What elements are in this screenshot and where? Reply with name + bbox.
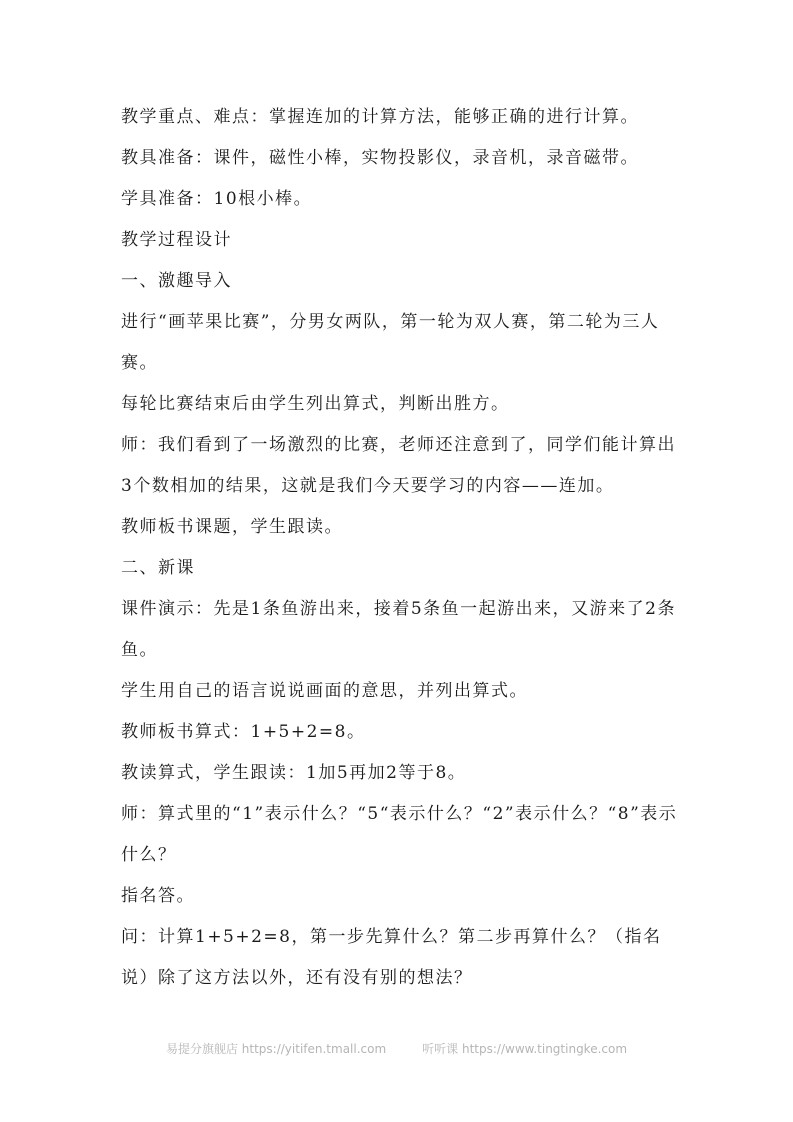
footer-link-tingtingke[interactable]: 听听课 https://www.tingtingke.com xyxy=(422,1042,628,1056)
paragraph-teacher-intro: 师：我们看到了一场激烈的比赛，老师还注意到了，同学们能计算出3个数相加的结果，这就是我们今天要学习的内容——连加。 xyxy=(121,435,676,496)
paragraph-teacher-question: 师：算式里的“1”表示什么？“5“表示什么？“2”表示什么？“8”表示什么？ xyxy=(121,804,678,865)
section-heading-new-lesson: 二、新课 xyxy=(121,558,195,578)
paragraph-read-formula: 教读算式，学生跟读：1加5再加2等于8。 xyxy=(121,763,467,783)
page-footer xyxy=(0,1040,793,1057)
paragraph-question-steps: 问：计算1+5+2=8，第一步先算什么？第二步再算什么？（指名说）除了这方法以外，还有没有别的想法？ xyxy=(121,927,662,988)
paragraph-own-words: 学生用自己的语言说说画面的意思，并列出算式。 xyxy=(121,681,528,701)
paragraph-key-points: 教学重点、难点：掌握连加的计算方法，能够正确的进行计算。 xyxy=(121,107,639,127)
paragraph-board-title: 教师板书课题，学生跟读。 xyxy=(121,517,343,537)
paragraph-board-formula: 教师板书算式：1+5+2=8。 xyxy=(121,722,366,742)
section-heading-intro: 一、激趣导入 xyxy=(121,271,232,291)
section-heading-process: 教学过程设计 xyxy=(121,230,232,250)
paragraph-courseware: 课件演示：先是1条鱼游出来，接着5条鱼一起游出来，又游来了2条鱼。 xyxy=(121,599,676,660)
footer-link-yitifen[interactable]: 易提分旗舰店 https://yitifen.tmall.com xyxy=(165,1042,387,1056)
paragraph-competition: 进行“画苹果比赛”，分男女两队，第一轮为双人赛，第二轮为三人赛。 xyxy=(121,312,660,373)
paragraph-named-answer: 指名答。 xyxy=(121,886,195,906)
paragraph-student-aids: 学具准备：10根小棒。 xyxy=(121,189,313,209)
paragraph-each-round: 每轮比赛结束后由学生列出算式，判断出胜方。 xyxy=(121,394,510,414)
paragraph-teaching-aids: 教具准备：课件，磁性小棒，实物投影仪，录音机，录音磁带。 xyxy=(121,148,639,168)
